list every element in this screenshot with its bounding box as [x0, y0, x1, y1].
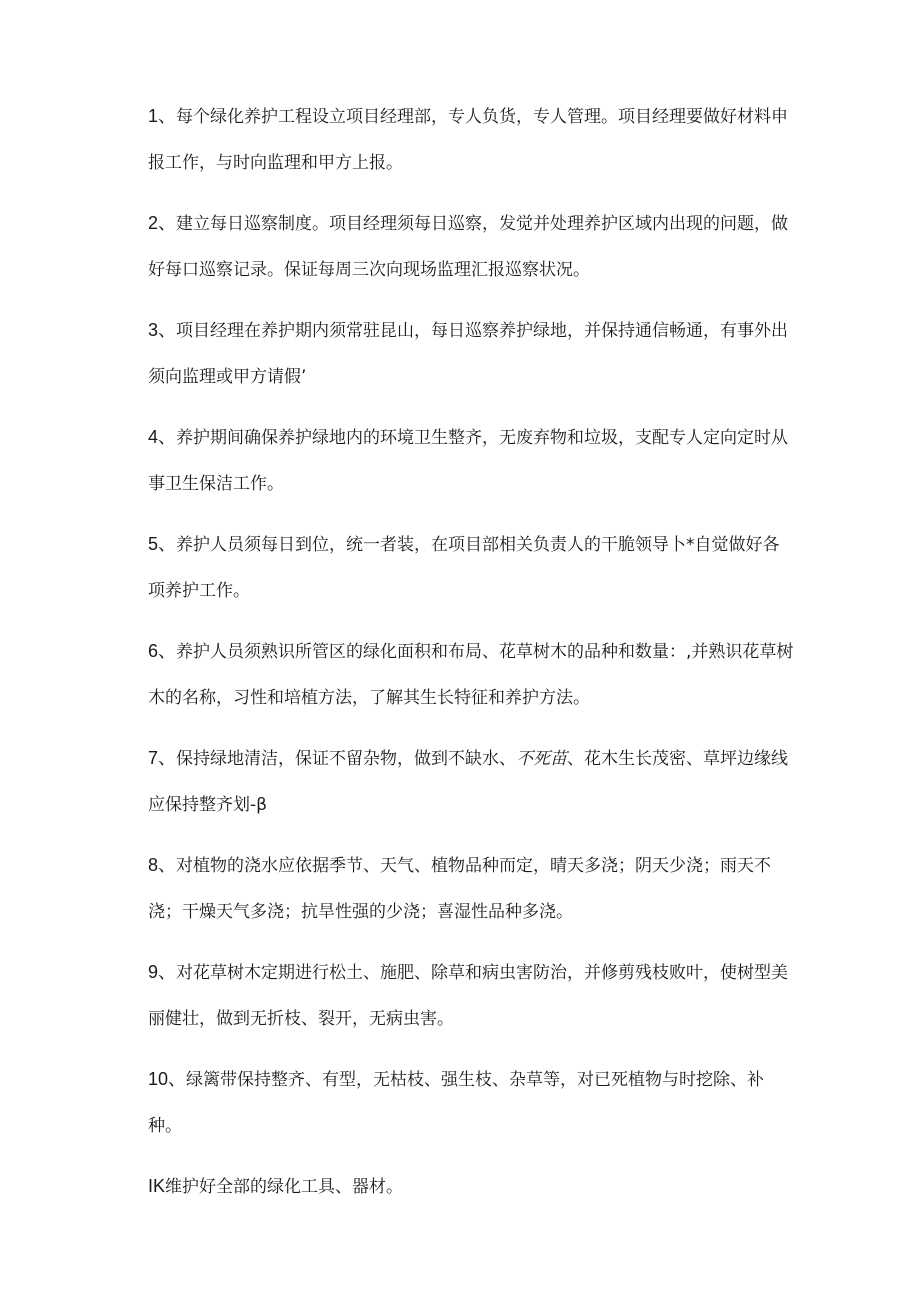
- paragraph-3: [148, 307, 796, 400]
- paragraph-text-italic: 不死苗: [516, 749, 568, 769]
- paragraph-9: [148, 949, 796, 1042]
- paragraph-text: 养护期间确保养护绿地内的环境卫生整齐，无废弃物和垃圾，支配专人定向定时从事卫生保洁工作。: [148, 428, 789, 494]
- document-body: [148, 93, 796, 1224]
- paragraph-text: 每个绿化养护工程设立项目经理部，专人负货，专人管理。项目经理要做好材料申报工作，与时向监理和甲方上报。: [148, 107, 789, 173]
- item-number: 10、: [148, 1069, 187, 1089]
- item-number: 7、: [148, 748, 177, 768]
- paragraph-text: 养护人员须熟识所管区的绿化面积和布局、花草树木的品种和数量：,并熟识花草树木的名称，习性和培植方法，了解其生长特征和养护方法。: [148, 642, 794, 708]
- paragraph-4: [148, 414, 796, 507]
- item-number: 3、: [148, 320, 177, 340]
- paragraph-text: 养护人员须每日到位，统一者装，在项目部相关负责人的干脆领导卜*自觉做好各项养护工作。: [148, 535, 780, 601]
- paragraph-text: 对植物的浇水应依据季节、天气、植物品种而定，晴天多浇；阴天少浇；雨天不浇；干燥天气多浇；抗旱性强的少浇；喜湿性品种多浇。: [148, 856, 772, 922]
- item-number: 5、: [148, 534, 177, 554]
- paragraph-10: [148, 1056, 796, 1149]
- paragraph-11: [148, 1163, 796, 1210]
- item-number: 8、: [148, 855, 177, 875]
- paragraph-text-before: 保持绿地清洁，保证不留杂物，做到不缺水、: [176, 749, 517, 769]
- paragraph-7: [148, 735, 796, 828]
- paragraph-1: [148, 93, 796, 186]
- item-number: 4、: [148, 427, 177, 447]
- paragraph-6: [148, 628, 796, 721]
- paragraph-text: 建立每日巡察制度。项目经理须每日巡察，发觉并处理养护区域内出现的问题，做好每口巡察记录。保证每周三次向现场监理汇报巡察状况。: [148, 214, 789, 280]
- item-number: IK: [148, 1176, 166, 1196]
- item-number: 2、: [148, 213, 177, 233]
- paragraph-text: 对花草树木定期进行松土、施肥、除草和病虫害防治，并修剪残枝败叶，使树型美丽健壮，做到无折枝、裂开，无病虫害。: [148, 963, 789, 1029]
- item-number: 1、: [148, 106, 177, 126]
- paragraph-text: 项目经理在养护期内须常驻昆山，每日巡察养护绿地，并保持通信畅通，有事外出须向监理或甲方请假’: [148, 321, 789, 387]
- paragraph-text: 维护好全部的绿化工具、器材。: [165, 1177, 404, 1197]
- paragraph-5: [148, 521, 796, 614]
- paragraph-2: [148, 200, 796, 293]
- paragraph-text-after: 、花木生长茂密、草坪边缘线应保持整齐划-β: [148, 749, 789, 815]
- paragraph-8: [148, 842, 796, 935]
- item-number: 9、: [148, 962, 177, 982]
- item-number: 6、: [148, 641, 177, 661]
- paragraph-text: 绿篱带保持整齐、有型，无枯枝、强生枝、杂草等，对已死植物与时挖除、补种。: [148, 1070, 765, 1136]
